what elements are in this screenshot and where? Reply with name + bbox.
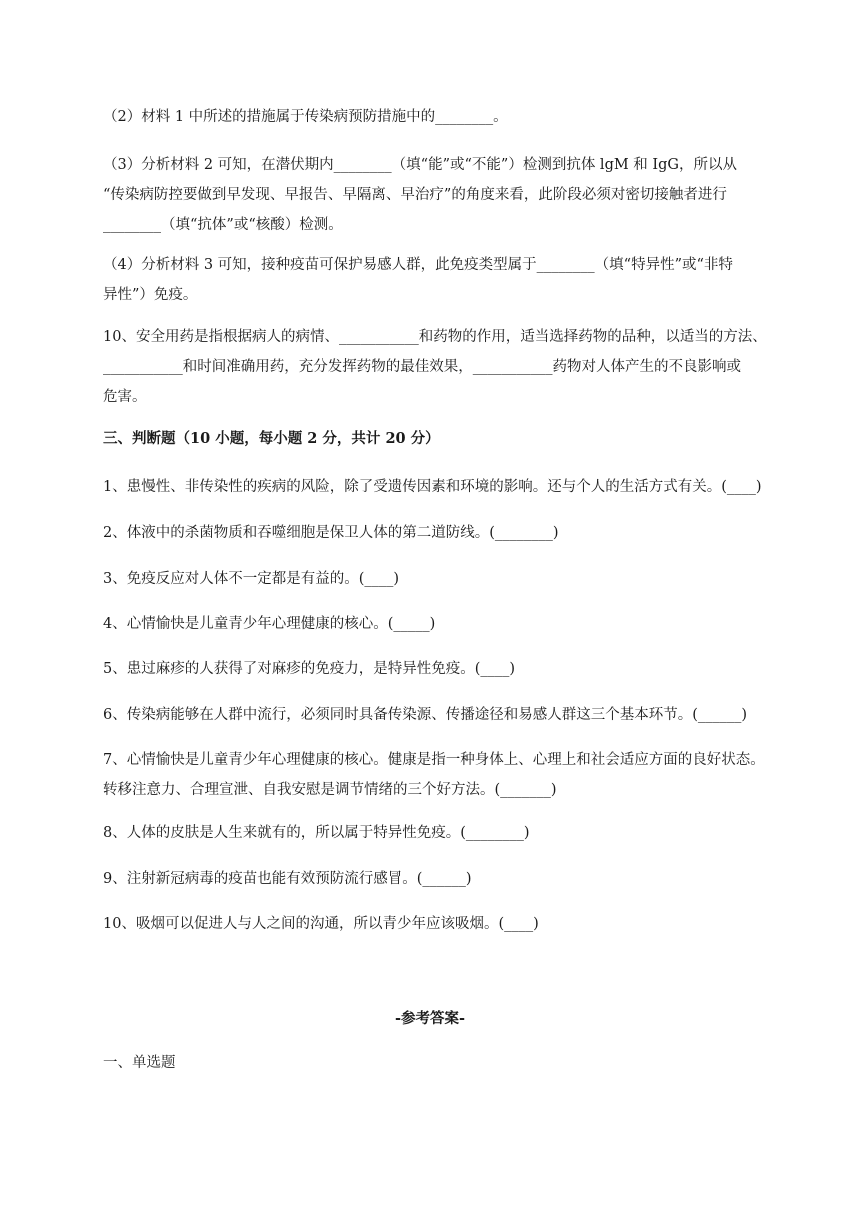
question-10-line-2: ___________和时间准确用药，充分发挥药物的最佳效果，___________药物对人体产生的不良影响或	[103, 359, 741, 375]
judgment-item-9	[103, 864, 803, 894]
q9-part-3-line-3: ________（填“抗体”或“核酸）检测。	[103, 217, 343, 233]
judgment-item-10	[103, 909, 803, 939]
judgment-item-6-line-1: 6、传染病能够在人群中流行，必须同时具备传染源、传播途径和易感人群这三个基本环节。(______)	[103, 707, 748, 723]
judgment-item-7-line-2: 转移注意力、合理宣泄、自我安慰是调节情绪的三个好方法。(_______)	[103, 782, 557, 798]
judgment-item-2-line-1: 2、体液中的杀菌物质和吞噬细胞是保卫人体的第二道防线。(________)	[103, 525, 559, 541]
judgment-item-7-line-1: 7、心情愉快是儿童青少年心理健康的核心。健康是指一种身体上、心理上和社会适应方面的良好状态。	[103, 752, 765, 768]
judgment-item-5	[103, 654, 803, 684]
q9-part-3-line-2: “传染病防控要做到早发现、早报告、早隔离、早治疗”的角度来看，此阶段必须对密切接触者进行	[103, 187, 727, 203]
judgment-item-5-line-1: 5、患过麻疹的人获得了对麻疹的免疫力，是特异性免疫。(____)	[103, 661, 516, 677]
section-3-heading	[103, 424, 803, 454]
judgment-item-4	[103, 609, 803, 639]
judgment-item-7	[103, 745, 803, 805]
answer-section-1-title: 一、单选题	[103, 1055, 176, 1071]
q9-part-4-line-2: 异性”）免疫。	[103, 287, 198, 303]
judgment-item-4-line-1: 4、心情愉快是儿童青少年心理健康的核心。(_____)	[103, 616, 436, 632]
judgment-item-8-line-1: 8、人体的皮肤是人生来就有的，所以属于特异性免疫。(________)	[103, 825, 530, 841]
q9-part-3-line-1: （3）分析材料 2 可知，在潜伏期内________（填“能”或“不能”）检测到抗体 lgM 和 IgG，所以从	[103, 157, 738, 173]
answer-section-1	[103, 1048, 803, 1078]
answer-key-heading: -参考答案-	[394, 1010, 466, 1027]
judgment-item-10-line-1: 10、吸烟可以促进人与人之间的沟通，所以青少年应该吸烟。(____)	[103, 916, 539, 932]
judgment-item-3	[103, 564, 803, 594]
q9-part-4	[103, 250, 803, 310]
q9-part-4-line-1: （4）分析材料 3 可知，接种疫苗可保护易感人群，此免疫类型属于________（填“特异性”或“非特	[103, 257, 733, 273]
q9-part-2	[103, 102, 803, 132]
question-10-line-3: 危害。	[103, 389, 147, 405]
judgment-item-1-line-1: 1、患慢性、非传染性的疾病的风险，除了受遗传因素和环境的影响。还与个人的生活方式有关。(____)	[103, 479, 762, 495]
q9-part-2-line-1: （2）材料 1 中所述的措施属于传染病预防措施中的________。	[103, 109, 508, 125]
judgment-item-8	[103, 818, 803, 848]
q9-part-3	[103, 150, 803, 240]
judgment-item-1	[103, 472, 803, 502]
judgment-item-6	[103, 700, 803, 730]
question-10	[103, 322, 803, 412]
judgment-item-9-line-1: 9、注射新冠病毒的疫苗也能有效预防流行感冒。(______)	[103, 871, 472, 887]
judgment-item-3-line-1: 3、免疫反应对人体不一定都是有益的。(____)	[103, 571, 400, 587]
section-3-heading-text: 三、判断题（10 小题，每小题 2 分，共计 20 分）	[103, 430, 440, 447]
question-10-line-1: 10、安全用药是指根据病人的病情、___________和药物的作用，适当选择药物的品种，以适当的方法、	[103, 329, 767, 345]
judgment-item-2	[103, 518, 803, 548]
